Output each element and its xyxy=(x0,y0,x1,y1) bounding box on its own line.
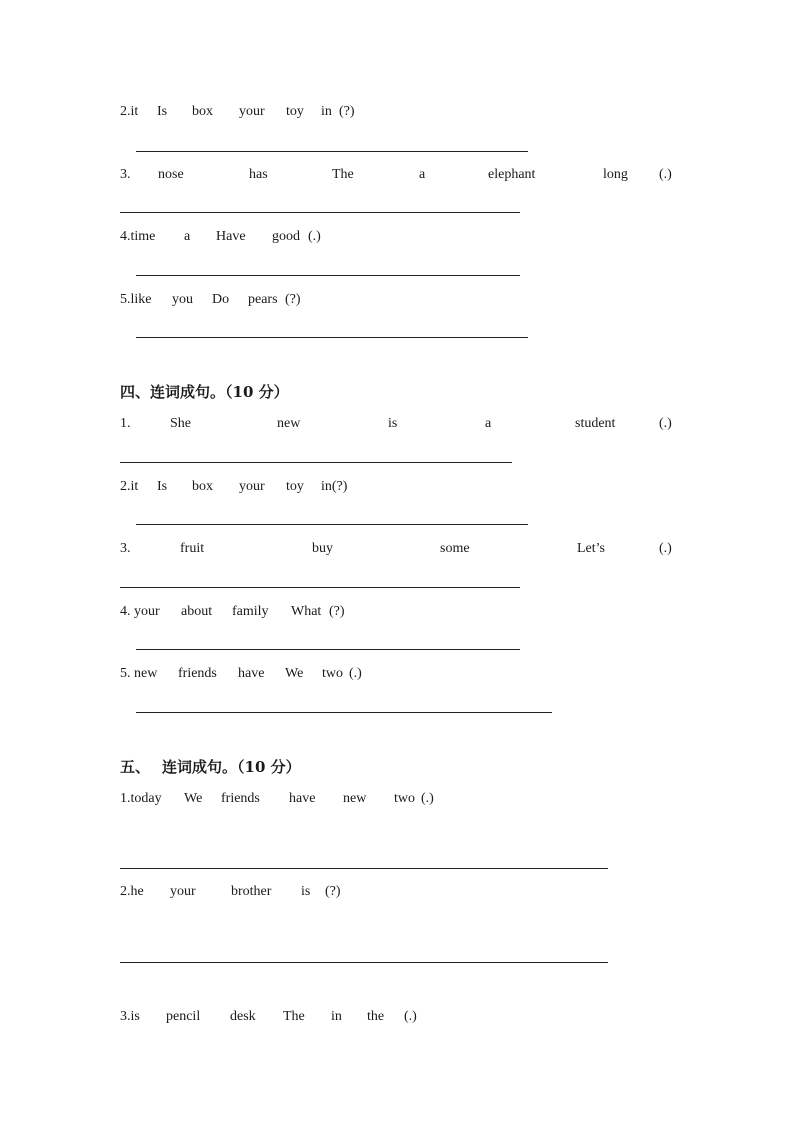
word: Have xyxy=(216,229,246,244)
answer-line[interactable] xyxy=(120,962,608,963)
word: have xyxy=(289,791,316,806)
word: The xyxy=(283,1009,305,1024)
word: toy xyxy=(286,104,304,119)
punctuation: (.) xyxy=(659,541,672,556)
question-s5-1 xyxy=(0,789,794,809)
question-s4-4 xyxy=(0,602,794,622)
section-5-title: 连词成句。（10 分） xyxy=(162,758,301,776)
word: What xyxy=(291,604,322,619)
section-5-heading xyxy=(120,757,301,777)
word: pears xyxy=(248,292,278,307)
word: is xyxy=(388,416,398,431)
punctuation: (.) xyxy=(404,1009,417,1024)
answer-line[interactable] xyxy=(136,275,520,276)
word: She xyxy=(170,416,191,431)
word: Do xyxy=(212,292,230,307)
word: you xyxy=(172,292,193,307)
word: box xyxy=(192,479,213,494)
question-s5-3 xyxy=(0,1007,794,1027)
answer-line[interactable] xyxy=(136,649,520,650)
question-number: 1.today xyxy=(120,791,162,806)
punctuation: (?) xyxy=(339,104,355,119)
question-s4-1 xyxy=(0,414,794,434)
question-s3-2 xyxy=(0,102,794,122)
word: We xyxy=(285,666,304,681)
word: a xyxy=(184,229,191,244)
word: buy xyxy=(312,541,333,556)
question-number: 2.it xyxy=(120,479,139,494)
punctuation: (.) xyxy=(659,416,672,431)
word: your xyxy=(170,884,196,899)
word: family xyxy=(232,604,269,619)
word: Is xyxy=(157,479,168,494)
answer-line[interactable] xyxy=(136,151,528,152)
word: new xyxy=(343,791,367,806)
question-s3-4 xyxy=(0,227,794,247)
word: has xyxy=(249,167,268,182)
question-number: 3. xyxy=(120,541,131,556)
question-number: 3. xyxy=(120,167,131,182)
word: long xyxy=(603,167,628,182)
word: elephant xyxy=(488,167,536,182)
question-s4-2 xyxy=(0,477,794,497)
word: fruit xyxy=(180,541,205,556)
answer-line[interactable] xyxy=(120,868,608,869)
word: in xyxy=(331,1009,342,1024)
word: We xyxy=(184,791,203,806)
question-number: 5. new xyxy=(120,666,158,681)
word: a xyxy=(419,167,426,182)
question-number: 2.it xyxy=(120,104,139,119)
word: two xyxy=(322,666,343,681)
section-4-heading: 四、连词成句。（10 分） xyxy=(120,383,289,401)
punctuation: (?) xyxy=(285,292,301,307)
word: toy xyxy=(286,479,304,494)
punctuation: (.) xyxy=(308,229,321,244)
answer-line[interactable] xyxy=(120,212,520,213)
word: in(?) xyxy=(321,479,348,494)
word: about xyxy=(181,604,213,619)
word: your xyxy=(239,479,265,494)
question-number: 3.is xyxy=(120,1009,140,1024)
word: brother xyxy=(231,884,272,899)
punctuation: (?) xyxy=(329,604,345,619)
answer-line[interactable] xyxy=(136,337,528,338)
word: nose xyxy=(158,167,184,182)
question-s3-5 xyxy=(0,290,794,310)
answer-line[interactable] xyxy=(136,712,552,713)
word: the xyxy=(367,1009,385,1024)
word: Is xyxy=(157,104,168,119)
word: Let’s xyxy=(577,541,605,556)
word: pencil xyxy=(166,1009,201,1024)
word: desk xyxy=(230,1009,256,1024)
question-s3-3 xyxy=(0,165,794,185)
word: student xyxy=(575,416,616,431)
question-number: 1. xyxy=(120,416,131,431)
question-s5-2 xyxy=(0,882,794,902)
word: friends xyxy=(178,666,217,681)
punctuation: (.) xyxy=(421,791,434,806)
word: friends xyxy=(221,791,260,806)
question-number: 2.he xyxy=(120,884,144,899)
word: two xyxy=(394,791,415,806)
word: have xyxy=(238,666,265,681)
word: a xyxy=(485,416,492,431)
question-number: 5.like xyxy=(120,292,152,307)
word: new xyxy=(277,416,301,431)
word: some xyxy=(440,541,470,556)
section-5-number: 五、 xyxy=(120,758,151,776)
punctuation: (.) xyxy=(349,666,362,681)
question-s4-3 xyxy=(0,539,794,559)
punctuation: (.) xyxy=(659,167,672,182)
question-s4-5 xyxy=(0,664,794,684)
word: your xyxy=(239,104,265,119)
word: box xyxy=(192,104,213,119)
question-number: 4. your xyxy=(120,604,160,619)
answer-line[interactable] xyxy=(120,462,512,463)
word: in xyxy=(321,104,332,119)
question-number: 4.time xyxy=(120,229,156,244)
punctuation: (?) xyxy=(325,884,341,899)
word: good xyxy=(272,229,300,244)
answer-line[interactable] xyxy=(120,587,520,588)
word: is xyxy=(301,884,311,899)
word: The xyxy=(332,167,354,182)
answer-line[interactable] xyxy=(136,524,528,525)
